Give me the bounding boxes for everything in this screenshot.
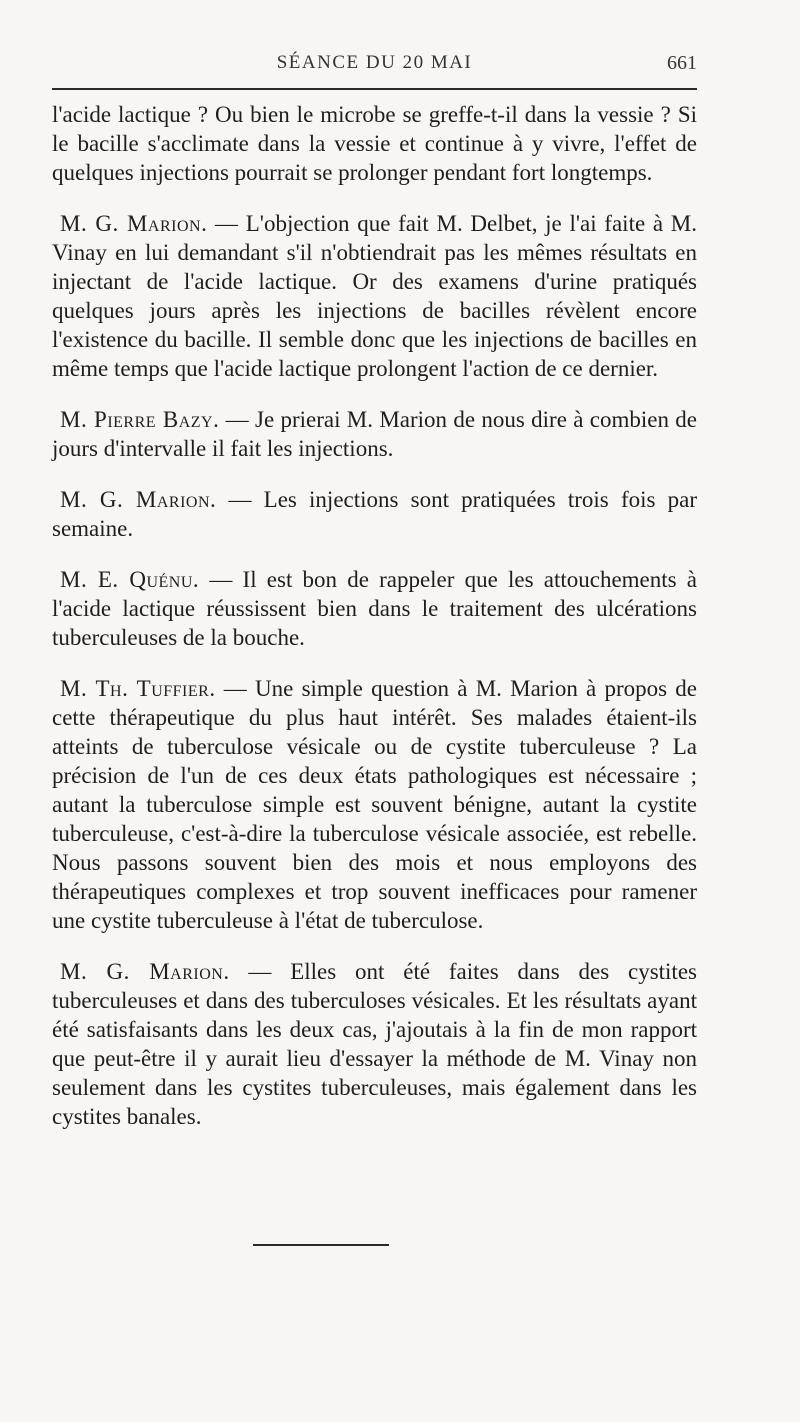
paragraph-marion-1 bbox=[52, 209, 697, 383]
paragraph-text: — Les injections sont pratiquées trois fois par semaine. bbox=[52, 487, 697, 541]
speaker-name: M. Pierre Bazy. bbox=[60, 407, 220, 432]
speaker-name: M. G. Marion. bbox=[60, 487, 217, 512]
paragraph-marion-3 bbox=[52, 957, 697, 1131]
speaker-name: M. E. Quénu. bbox=[60, 567, 200, 592]
paragraph-text: — Elles ont été faites dans des cystites tuberculeuses et dans des tuberculoses vésicales. Et les résultats ayant été satisfaisants dans les deux cas, j'ajoutais à la fin de mon rapport que peut-être il y aurait lieu d'essayer la méthode de M. Vinay non seulement dans les cystites tuberculeuses, mais également dans les cystites banales. bbox=[52, 959, 697, 1129]
page-number: 661 bbox=[667, 52, 697, 74]
paragraph-marion-2 bbox=[52, 485, 697, 543]
document-page bbox=[52, 0, 698, 1129]
speaker-name: M. G. Marion. bbox=[60, 959, 230, 984]
body-text bbox=[52, 100, 697, 1153]
paragraph-text: — Je prierai M. Marion de nous dire à combien de jours d'intervalle il fait les injections. bbox=[52, 407, 698, 461]
paragraph-bazy bbox=[52, 405, 697, 463]
speaker-name: M. G. Marion. bbox=[60, 211, 208, 236]
running-title: SÉANCE DU 20 MAI bbox=[276, 52, 473, 73]
paragraph-text: — Il est bon de rappeler que les attouchements à l'acide lactique réussissent bien dans le traitement des ulcérations tuberculeuses de la bouche. bbox=[52, 567, 697, 650]
header-rule bbox=[52, 88, 697, 90]
paragraph-quenu bbox=[52, 565, 697, 652]
end-rule bbox=[253, 1244, 389, 1246]
paragraph-tuffier bbox=[52, 674, 697, 935]
paragraph-text: — L'objection que fait M. Delbet, je l'ai faite à M. Vinay en lui demandant s'il n'obtiendrait pas les mêmes résultats en injectant de l'acide lactique. Or des examens d'urine pratiqués quelques jours après les injections de bacilles révèlent encore l'existence du bacille. Il semble donc que les injections de bacilles en même temps que l'acide lactique prolongent l'action de ce dernier. bbox=[52, 211, 697, 381]
page-header bbox=[52, 0, 697, 92]
paragraph-text: — Une simple question à M. Marion à propos de cette thérapeutique du plus haut intérêt. Ses malades étaient-ils atteints de tuberculose vésicale ou de cystite tuberculeuse ? La précision de l'un de ces deux états pathologiques est nécessaire ; autant la tuberculose simple est souvent bénigne, autant la cystite tuberculeuse, c'est-à-dire la tuberculose vésicale associée, est rebelle. Nous passons souvent bien des mois et nous employons des thérapeutiques complexes et trop souvent inefficaces pour ramener une cystite tuberculeuse à l'état de tuberculose. bbox=[52, 676, 698, 933]
speaker-name: M. Th. Tuffier. bbox=[60, 676, 216, 701]
paragraph-text: l'acide lactique ? Ou bien le microbe se greffe-t-il dans la vessie ? Si le bacille s'acclimate dans la vessie et continue à y vivre, l'effet de quelques injections pourrait se prolonger pendant fort longtemps. bbox=[52, 102, 697, 185]
paragraph-continuation bbox=[52, 100, 697, 187]
